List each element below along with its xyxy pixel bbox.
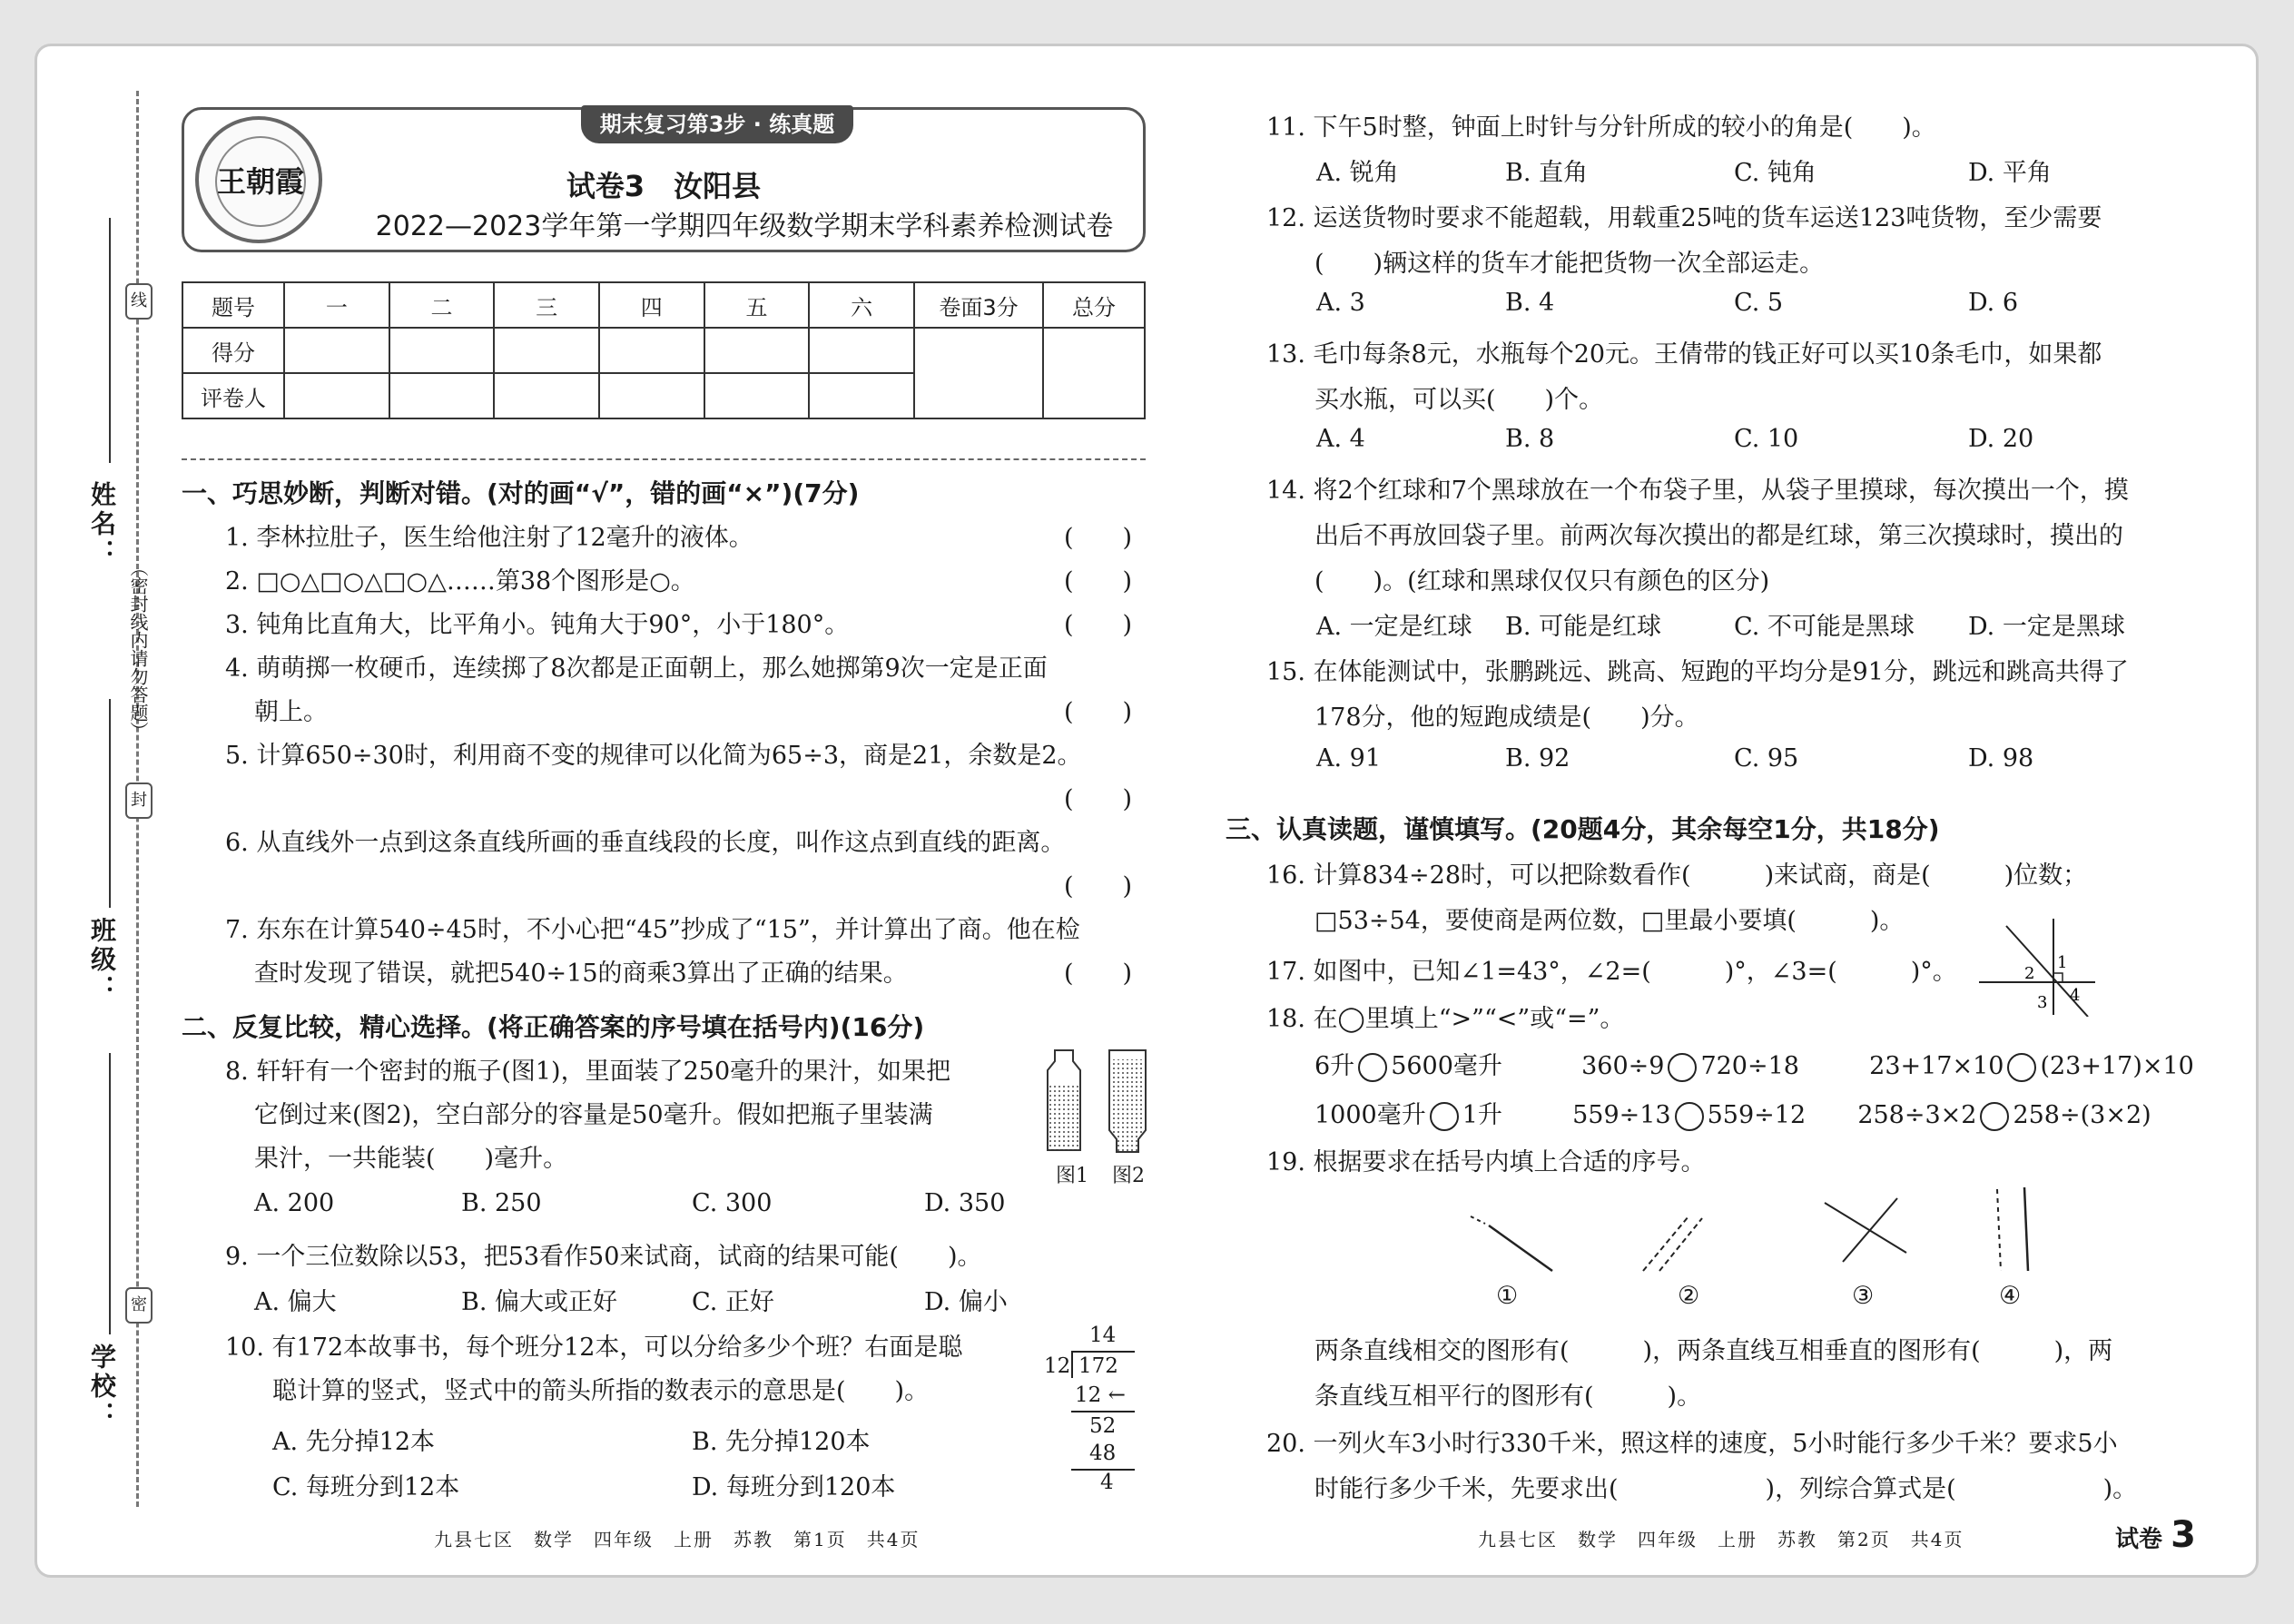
question-14: 14. 将2个红球和7个黑球放在一个布袋子里，从袋子里摸球，每次摸出一个，摸 [1266, 477, 2129, 505]
name-blank [109, 218, 111, 463]
q10-option-b[interactable]: B. 先分掉120本 [692, 1428, 871, 1456]
question-8: 8. 轩轩有一个密封的瓶子(图1)，里面装了250毫升的果汁，如果把 [225, 1058, 951, 1086]
question-7: 7. 东东在计算540÷45时，不小心把“45”抄成了“15”，并计算出了商。他在检 [225, 916, 1080, 944]
paper-title: 试卷3 汝阳县 [566, 169, 762, 203]
binding-tag-seal: 封 [125, 782, 153, 819]
question-5: 5. 计算650÷30时，利用商不变的规律可以化简为65÷3，商是21，余数是2。 [225, 742, 1082, 770]
score-header-cell: 题号 [182, 282, 284, 328]
figure-1-label: 图1 [1056, 1165, 1088, 1187]
binding-tag-line: 线 [125, 283, 153, 320]
score-header-cell: 一 [284, 282, 389, 328]
q9-option-b[interactable]: B. 偏大或正好 [461, 1288, 618, 1316]
q14-option-d[interactable]: D. 一定是黑球 [1968, 613, 2125, 641]
compare-circle[interactable] [1980, 1102, 2009, 1131]
division-step-2: 52 [1089, 1414, 1117, 1438]
q13-option-c[interactable]: C. 10 [1734, 425, 1799, 453]
question-10: 10. 有172本故事书，每个班分12本，可以分给多少个班？右面是聪 [225, 1334, 963, 1362]
binding-tag-secret: 密 [125, 1287, 153, 1324]
q15-option-c[interactable]: C. 95 [1734, 744, 1799, 773]
question-19-blank-2: 条直线互相平行的图形有( )。 [1314, 1383, 1702, 1411]
angle-label-3: 3 [2037, 993, 2048, 1012]
q12-option-a[interactable]: A. 3 [1316, 289, 1365, 317]
q11-option-b[interactable]: B. 直角 [1505, 159, 1589, 187]
compare-circle[interactable] [2007, 1053, 2036, 1082]
score-header-cell: 五 [704, 282, 810, 328]
division-step-3: 48 [1089, 1442, 1117, 1465]
figure-2-label: 图2 [1112, 1165, 1145, 1187]
angle-label-2: 2 [2024, 964, 2035, 983]
compare-circle[interactable] [1675, 1102, 1704, 1131]
q13-option-b[interactable]: B. 8 [1505, 425, 1555, 453]
q11-option-a[interactable]: A. 锐角 [1316, 159, 1399, 187]
bottle-figure [1044, 1048, 1153, 1157]
question-14-cont: 出后不再放回袋子里。前两次每次摸出的都是红球，第三次摸球时，摸出的 [1314, 522, 2123, 550]
question-20-cont: 时能行多少千米，先要求出( )，列综合算式是( )。 [1314, 1475, 2138, 1503]
left-footer: 九县七区 数学 四年级 上册 苏教 第1页 共4页 [434, 1529, 921, 1550]
binding-note: （密封线内请勿答题） [127, 558, 149, 740]
paper-tag [2115, 1514, 2196, 1556]
division-quotient: 14 [1089, 1324, 1117, 1347]
question-17: 17. 如图中，已知∠1=43°，∠2=( )°，∠3=( )°。 [1266, 958, 1957, 986]
question-13: 13. 毛巾每条8元，水瓶每个20元。王倩带的钱正好可以买10条毛巾，如果都 [1266, 340, 2102, 369]
school-blank [109, 1053, 111, 1334]
answer-paren-5[interactable]: ( ) [1064, 785, 1133, 813]
q9-option-c[interactable]: C. 正好 [692, 1288, 774, 1316]
question-6: 6. 从直线外一点到这条直线所画的垂直线段的长度，叫作这点到直线的距离。 [225, 829, 1066, 857]
division-remainder: 4 [1100, 1471, 1114, 1494]
answer-paren-3[interactable]: ( ) [1064, 611, 1133, 639]
q14-option-b[interactable]: B. 可能是红球 [1505, 613, 1662, 641]
question-4-cont: 朝上。 [254, 698, 328, 726]
answer-paren-7[interactable]: ( ) [1064, 960, 1133, 988]
score-header-cell: 四 [599, 282, 704, 328]
question-16-cont: □53÷54，要使商是两位数，□里最小要填( )。 [1314, 907, 1905, 935]
angle-label-4: 4 [2070, 986, 2081, 1005]
paper-tag-label: 试卷 [2115, 1526, 2163, 1553]
division-step-1: 12 ← [1075, 1383, 1126, 1407]
question-18: 18. 在◯里填上“>”“<”或“=”。 [1266, 1005, 1625, 1033]
division-dividend: 172 [1078, 1354, 1118, 1378]
q9-option-d[interactable]: D. 偏小 [924, 1288, 1008, 1316]
q18-expr: 720÷18 [1700, 1052, 1799, 1080]
question-8-cont2: 果汁，一共能装( )毫升。 [254, 1145, 568, 1173]
question-15: 15. 在体能测试中，张鹏跳远、跳高、短跑的平均分是91分，跳远和跳高共得了 [1266, 658, 2129, 686]
class-blank [109, 699, 111, 908]
q15-option-b[interactable]: B. 92 [1505, 744, 1570, 773]
q13-option-d[interactable]: D. 20 [1968, 425, 2034, 453]
grader-row-label: 评卷人 [182, 373, 284, 418]
school-label: 学校： [87, 1343, 117, 1431]
question-11: 11. 下午5时整，钟面上时针与分针所成的较小的角是( )。 [1266, 113, 1936, 142]
answer-paren-4[interactable]: ( ) [1064, 698, 1133, 726]
paper-number: 3 [2171, 1514, 2196, 1556]
neatness-score-cell[interactable] [914, 328, 1043, 418]
logo-text: 王朝霞 [215, 136, 306, 227]
answer-paren-1[interactable]: ( ) [1064, 524, 1133, 552]
header-separator [182, 458, 1146, 460]
figure-label-4: ④ [1999, 1282, 2022, 1310]
score-header-cell: 卷面3分 [914, 282, 1043, 328]
score-header-cell: 总分 [1043, 282, 1145, 328]
division-divisor: 12 [1044, 1354, 1071, 1378]
figure-label-3: ③ [1852, 1282, 1875, 1310]
q12-option-d[interactable]: D. 6 [1968, 289, 2019, 317]
q12-option-c[interactable]: C. 5 [1734, 289, 1784, 317]
q8-option-a[interactable]: A. 200 [254, 1189, 335, 1217]
q10-option-d[interactable]: D. 每班分到120本 [692, 1473, 896, 1501]
question-13-cont: 买水瓶，可以买( )个。 [1314, 386, 1604, 414]
q15-option-d[interactable]: D. 98 [1968, 744, 2034, 773]
step-banner: 期末复习第3步 · 练真题 [581, 105, 853, 143]
q14-option-a[interactable]: A. 一定是红球 [1316, 613, 1472, 641]
q18-expr: 1升 [1462, 1101, 1502, 1129]
question-15-cont: 178分，他的短跑成绩是( )分。 [1314, 704, 1699, 732]
q10-option-a[interactable]: A. 先分掉12本 [272, 1428, 436, 1456]
q9-option-a[interactable]: A. 偏大 [254, 1288, 337, 1316]
q8-option-c[interactable]: C. 300 [692, 1189, 773, 1217]
question-9: 9. 一个三位数除以53，把53看作50来试商，试商的结果可能( )。 [225, 1243, 982, 1271]
q18-expr: 559÷12 [1707, 1101, 1807, 1129]
score-row-label: 得分 [182, 328, 284, 373]
question-7-cont: 查时发现了错误，就把540÷15的商乘3算出了正确的结果。 [254, 960, 908, 988]
section-2-title: 二、反复比较，精心选择。(将正确答案的序号填在括号内)(16分) [182, 1012, 925, 1042]
angle-figure [1979, 917, 2097, 1017]
q8-option-d[interactable]: D. 350 [924, 1189, 1006, 1217]
question-19-blank-1: 两条直线相交的图形有( )，两条直线互相垂直的图形有( )，两 [1314, 1337, 2113, 1365]
score-header-cell: 三 [494, 282, 599, 328]
q18-expr: 6升 [1314, 1052, 1355, 1080]
q18-row-1 [1314, 1046, 2194, 1082]
q18-expr: 5600毫升 [1391, 1052, 1502, 1080]
question-20: 20. 一列火车3小时行330千米，照这样的速度，5小时能行多少千米？要求5小 [1266, 1430, 2118, 1458]
question-14-cont2: ( )。(红球和黑球仅仅只有颜色的区分) [1314, 567, 1770, 595]
q18-expr: 559÷13 [1572, 1101, 1671, 1129]
question-12: 12. 运送货物时要求不能超载，用载重25吨的货车运送123吨货物，至少需要 [1266, 204, 2102, 232]
section-3-title: 三、认真读题，谨慎填写。(20题4分，其余每空1分，共18分) [1226, 814, 1940, 844]
q8-option-b[interactable]: B. 250 [461, 1189, 542, 1217]
question-19: 19. 根据要求在括号内填上合适的序号。 [1266, 1148, 1706, 1176]
compare-circle[interactable] [1668, 1053, 1697, 1082]
q18-expr: 23+17×10 [1869, 1052, 2004, 1080]
question-4: 4. 萌萌掷一枚硬币，连续掷了8次都是正面朝上，那么她掷第9次一定是正面 [225, 655, 1048, 683]
total-score-cell[interactable] [1043, 328, 1145, 418]
question-16: 16. 计算834÷28时，可以把除数看作( )来试商，商是( )位数； [1266, 861, 2088, 890]
q11-option-d[interactable]: D. 平角 [1968, 159, 2052, 187]
q14-option-c[interactable]: C. 不可能是黑球 [1734, 613, 1915, 641]
answer-paren-2[interactable]: ( ) [1064, 567, 1133, 595]
q18-expr: 258÷(3×2) [2013, 1101, 2151, 1129]
answer-paren-6[interactable]: ( ) [1064, 872, 1133, 901]
score-table [182, 281, 1146, 419]
question-3: 3. 钝角比直角大，比平角小。钝角大于90°，小于180°。 [225, 611, 850, 639]
question-8-cont: 它倒过来(图2)，空白部分的容量是50毫升。假如把瓶子里装满 [254, 1101, 933, 1129]
question-2: 2. □○△□○△□○△……第38个图形是○。 [225, 567, 695, 595]
question-10-cont: 聪计算的竖式，竖式中的箭头所指的数表示的意思是( )。 [272, 1377, 930, 1405]
section-1-title: 一、巧思妙断，判断对错。(对的画“√”，错的画“×”)(7分) [182, 478, 860, 508]
q18-expr: 360÷9 [1581, 1052, 1665, 1080]
figure-label-1: ① [1496, 1282, 1519, 1310]
q13-option-a[interactable]: A. 4 [1316, 425, 1365, 453]
q10-option-c[interactable]: C. 每班分到12本 [272, 1473, 460, 1501]
class-label: 班级： [87, 917, 117, 1004]
q18-expr: 258÷3×2 [1857, 1101, 1977, 1129]
q18-row-2 [1314, 1095, 2151, 1131]
compare-circle[interactable] [1358, 1053, 1387, 1082]
q11-option-c[interactable]: C. 钝角 [1734, 159, 1816, 187]
line-figures [1452, 1180, 2088, 1280]
right-footer: 九县七区 数学 四年级 上册 苏教 第2页 共4页 [1478, 1529, 1964, 1550]
q18-expr: 1000毫升 [1314, 1101, 1426, 1129]
question-12-cont: ( )辆这样的货车才能把货物一次全部运走。 [1314, 250, 1825, 278]
figure-label-2: ② [1678, 1282, 1700, 1310]
question-1: 1. 李林拉肚子，医生给他注射了12毫升的液体。 [225, 524, 753, 552]
score-header-cell: 六 [809, 282, 914, 328]
score-header-cell: 二 [389, 282, 495, 328]
name-label: 姓名： [87, 481, 117, 568]
q15-option-a[interactable]: A. 91 [1316, 744, 1382, 773]
q12-option-b[interactable]: B. 4 [1505, 289, 1555, 317]
compare-circle[interactable] [1430, 1102, 1459, 1131]
q18-expr: (23+17)×10 [2040, 1052, 2194, 1080]
angle-label-1: 1 [2057, 953, 2068, 972]
paper-subtitle: 2022—2023学年第一学期四年级数学期末学科素养检测试卷 [375, 211, 1114, 242]
long-division [1044, 1324, 1153, 1496]
